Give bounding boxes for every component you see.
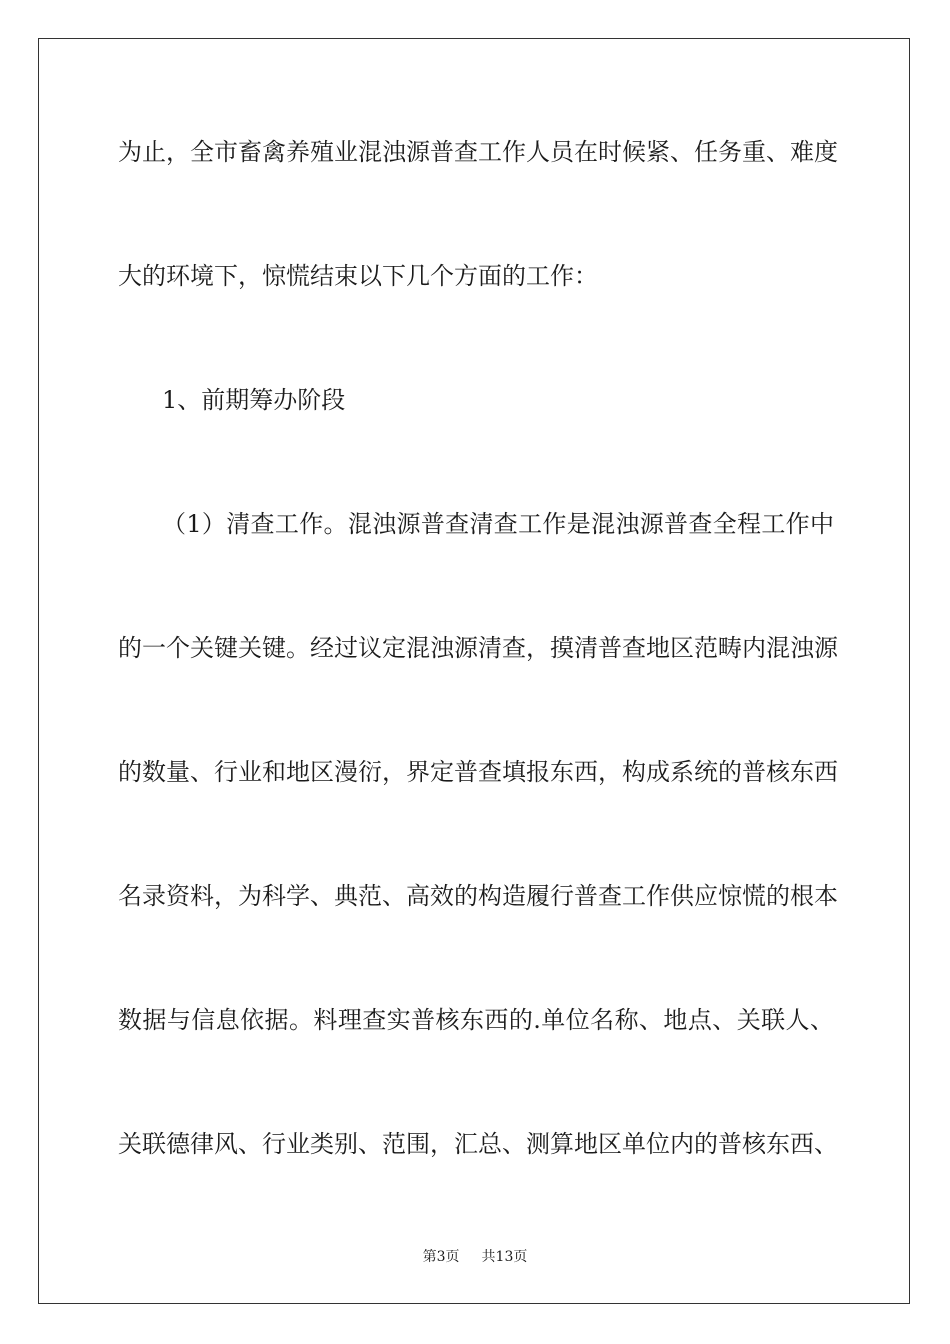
text-line: 为止，全市畜禽养殖业混浊源普查工作人员在时候紧、任务重、难度 (118, 138, 838, 166)
text-line: 大的环境下，惊慌结束以下几个方面的工作： (118, 262, 598, 290)
page-footer (0, 1248, 950, 1266)
text-line: （1）清查工作。混浊源普查清查工作是混浊源普查全程工作中 (162, 510, 834, 538)
text-line: 的一个关键关键。经过议定混浊源清查，摸清普查地区范畴内混浊源 (118, 634, 838, 662)
text-line: 数据与信息依据。料理查实普核东西的.单位名称、地点、关联人、 (118, 1006, 834, 1034)
text-line: 关联德律风、行业类别、范围，汇总、测算地区单位内的普核东西、 (118, 1130, 838, 1158)
page-number: 第3页 (422, 1249, 460, 1265)
page-border (38, 38, 910, 1304)
text-line: 名录资料，为科学、典范、高效的构造履行普查工作供应惊慌的根本 (118, 882, 838, 910)
page-total: 共13页 (481, 1249, 528, 1265)
text-line: 的数量、行业和地区漫衍，界定普查填报东西，构成系统的普核东西 (118, 758, 838, 786)
section-heading: 1、前期筹办阶段 (162, 386, 346, 414)
